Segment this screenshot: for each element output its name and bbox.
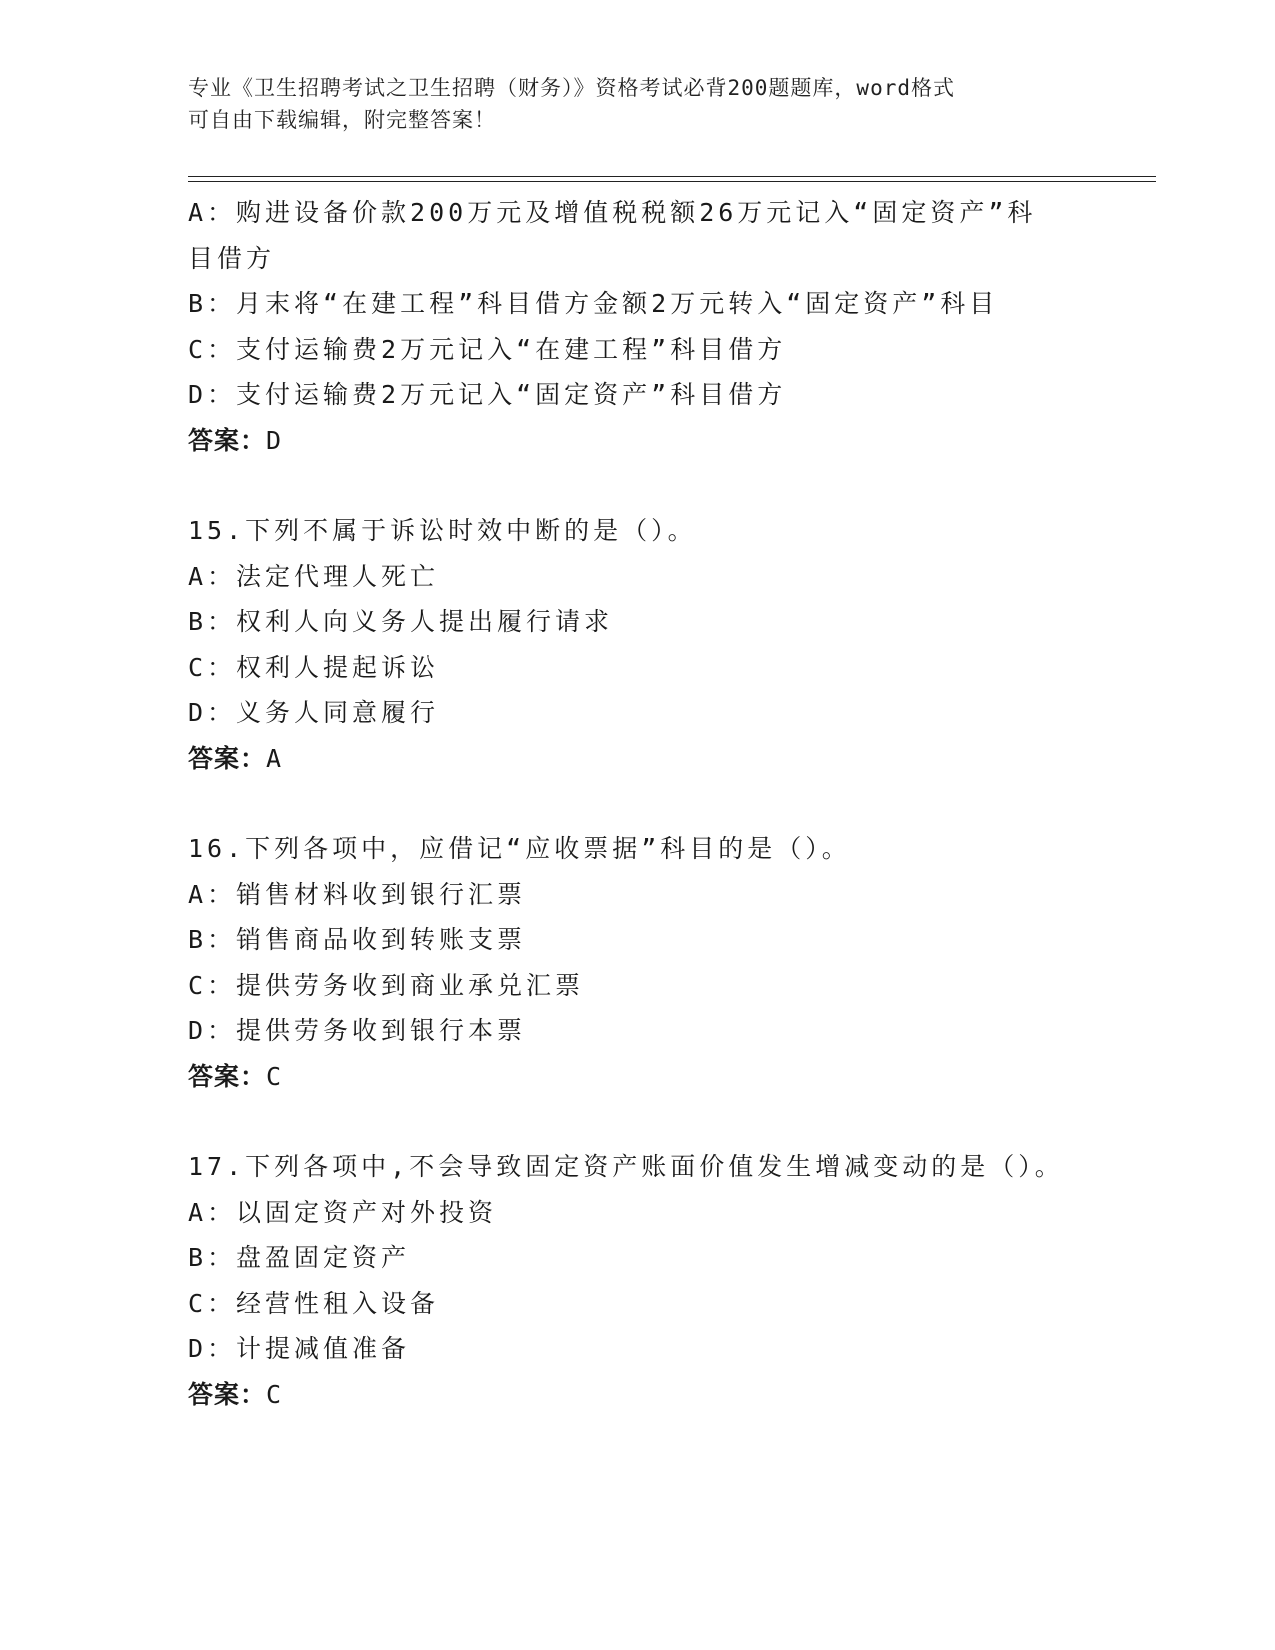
header-line-1: 专业《卫生招聘考试之卫生招聘（财务）》资格考试必背200题题库，word格式 [188,76,955,100]
question-block-continued [188,190,1088,463]
option-b: B：销售商品收到转账支票 [188,925,527,954]
answer-label: 答案： [188,743,267,773]
question-stem: 15.下列不属于诉讼时效中断的是（）。 [188,516,697,545]
option-c: C：权利人提起诉讼 [188,652,440,682]
option-c: C：经营性租入设备 [188,1288,440,1318]
option-b: B：权利人向义务人提出履行请求 [188,607,614,636]
answer-line [188,1054,1088,1100]
question-stem: 17.下列各项中,不会导致固定资产账面价值发生增减变动的是（）。 [188,1152,1064,1181]
option-a: A：销售材料收到银行汇票 [188,879,527,909]
answer-line [188,418,1088,464]
question-block-17 [188,1144,1088,1417]
option-c: C：提供劳务收到商业承兑汇票 [188,970,585,1000]
answer-value: A [266,743,284,773]
option-b: B：月末将“在建工程”科目借方金额2万元转入“固定资产”科目 [188,289,999,318]
question-block-15 [188,508,1088,781]
option-a: A：法定代理人死亡 [188,561,440,591]
question-list [188,190,1088,1417]
option-a: A：购进设备价款200万元及增值税税额26万元记入“固定资产”科 [188,198,1037,227]
answer-line [188,1372,1088,1418]
header-rule-top [188,176,1156,177]
answer-value: C [266,1379,284,1409]
option-d: D：计提减值准备 [188,1334,411,1363]
option-b: B：盘盈固定资产 [188,1243,411,1272]
answer-label: 答案： [188,1379,267,1409]
question-stem: 16.下列各项中，应借记“应收票据”科目的是（）。 [188,834,851,863]
question-block-16 [188,826,1088,1099]
answer-label: 答案： [188,1061,267,1091]
answer-label: 答案： [188,425,267,455]
option-d: D：提供劳务收到银行本票 [188,1016,527,1045]
option-a: A：以固定资产对外投资 [188,1197,498,1227]
header-line-2: 可自由下载编辑，附完整答案！ [188,108,496,132]
answer-value: D [266,425,284,455]
option-d: D：支付运输费2万元记入“固定资产”科目借方 [188,380,787,409]
answer-line [188,736,1088,782]
header-rule-bottom [188,181,1156,182]
document-header [188,72,1088,136]
answer-value: C [266,1061,284,1091]
option-c: C：支付运输费2万元记入“在建工程”科目借方 [188,334,787,364]
option-d: D：义务人同意履行 [188,698,440,727]
option-a-continued: 目借方 [188,243,276,273]
